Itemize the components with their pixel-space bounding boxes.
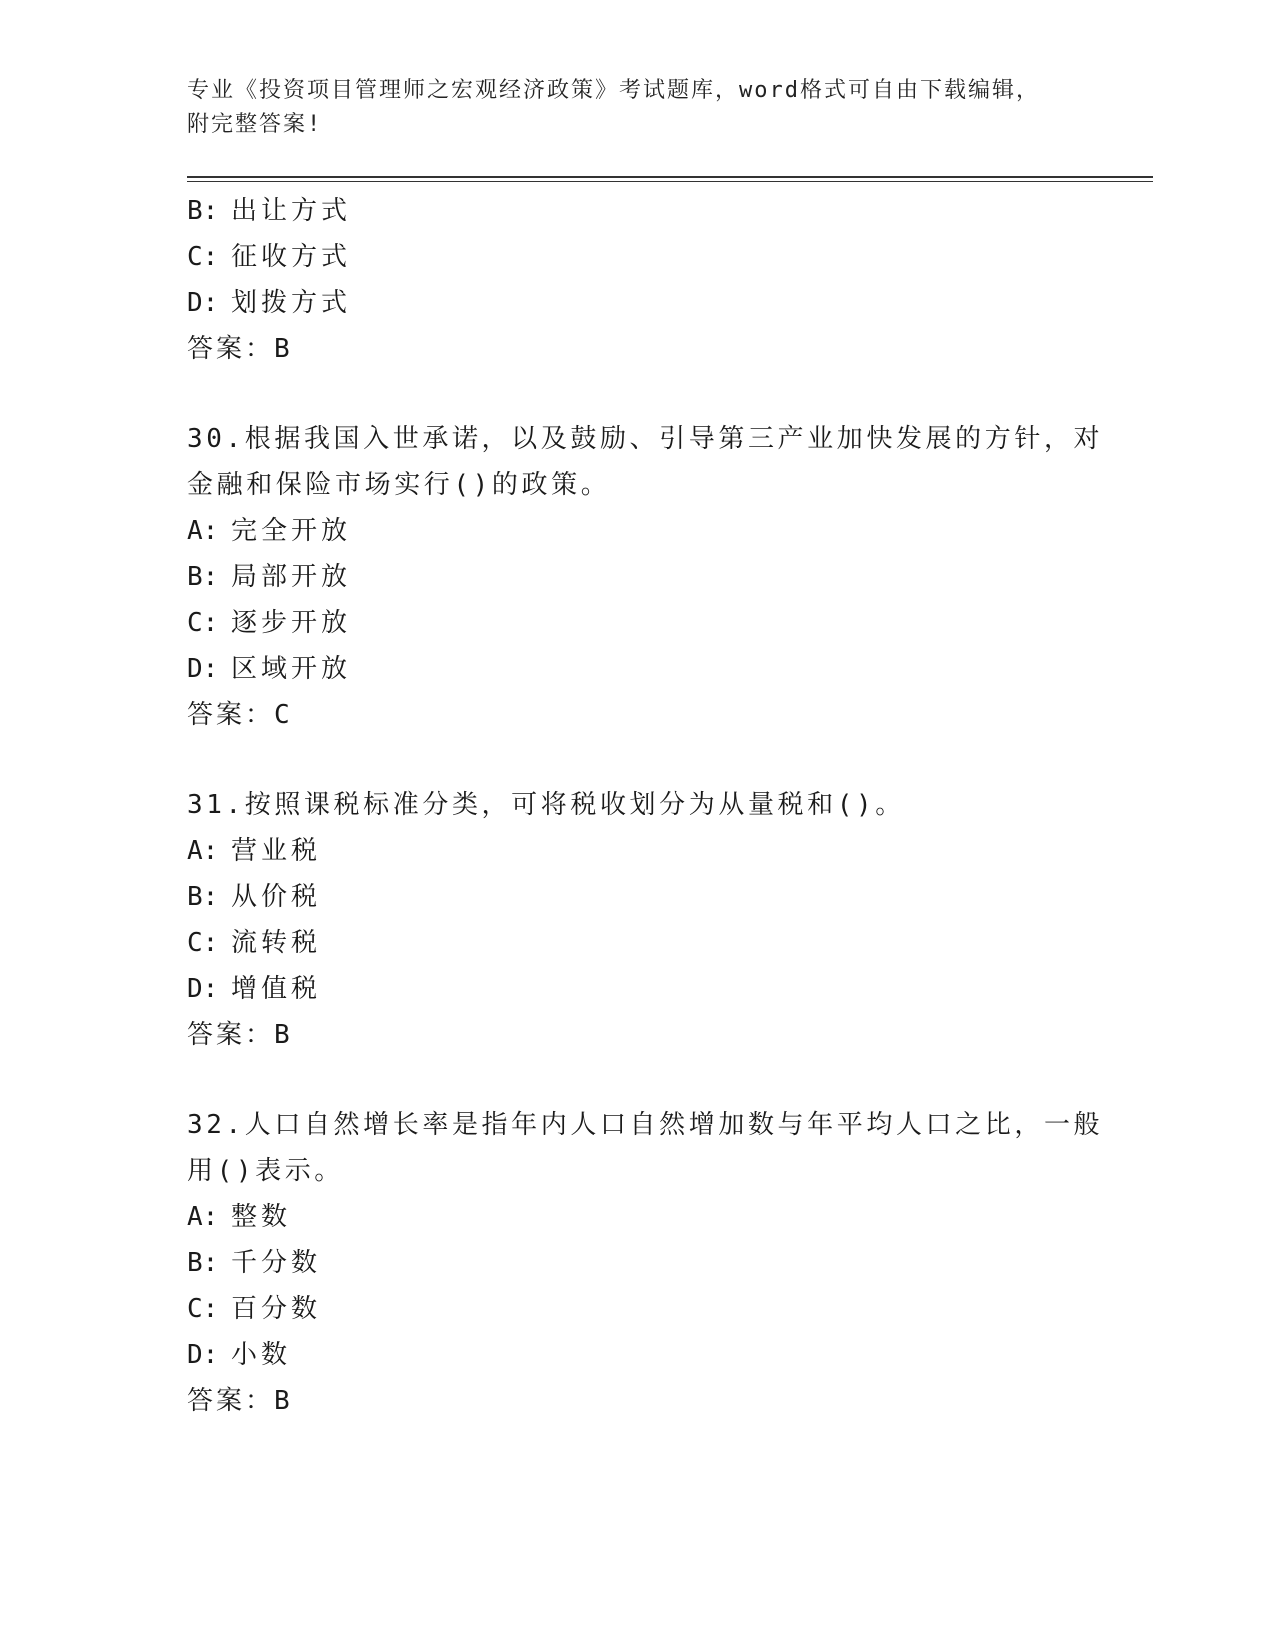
header-divider-thin (187, 181, 1153, 182)
question-stem: 31.按照课税标准分类，可将税收划分为从量税和()。 (187, 790, 905, 820)
answer-line: 答案：B (187, 334, 293, 364)
option-key: C: (187, 1294, 219, 1324)
option-key: C: (187, 242, 219, 272)
question-stem: 用()表示。 (187, 1156, 344, 1186)
option-a (187, 1194, 1087, 1240)
option-key: B: (187, 562, 219, 592)
option-text: 营业税 (231, 836, 322, 866)
answer-line: 答案：B (187, 1020, 293, 1050)
option-key: B: (187, 882, 219, 912)
option-key: B: (187, 1248, 219, 1278)
option-text: 整数 (231, 1202, 292, 1232)
option-key: D: (187, 288, 219, 318)
question-30 (187, 416, 1104, 738)
option-text: 百分数 (231, 1294, 322, 1324)
option-b (187, 874, 1087, 920)
question-list (187, 188, 1104, 1424)
option-c (187, 600, 1087, 646)
header-line-2: 附完整答案! (187, 112, 323, 137)
header-divider-thick (187, 176, 1153, 178)
question-stem: 32.人口自然增长率是指年内人口自然增加数与年平均人口之比，一般 (187, 1110, 1104, 1140)
option-key: A: (187, 836, 219, 866)
option-key: C: (187, 928, 219, 958)
document-header (187, 74, 1087, 142)
option-b (187, 1240, 1087, 1286)
option-key: A: (187, 1202, 219, 1232)
option-key: D: (187, 974, 219, 1004)
option-b (187, 188, 1087, 234)
header-line-1: 专业《投资项目管理师之宏观经济政策》考试题库，word格式可自由下载编辑， (187, 78, 1040, 103)
option-key: B: (187, 196, 219, 226)
question-32 (187, 1102, 1104, 1424)
option-text: 出让方式 (231, 196, 352, 226)
answer-line: 答案：C (187, 700, 293, 730)
option-key: D: (187, 654, 219, 684)
option-a (187, 508, 1087, 554)
option-d (187, 280, 1087, 326)
option-text: 流转税 (231, 928, 322, 958)
option-text: 征收方式 (231, 242, 352, 272)
option-text: 从价税 (231, 882, 322, 912)
option-key: D: (187, 1340, 219, 1370)
option-text: 逐步开放 (231, 608, 352, 638)
option-text: 划拨方式 (231, 288, 352, 318)
answer-line: 答案：B (187, 1386, 293, 1416)
question-29-continued (187, 188, 1087, 372)
option-text: 千分数 (231, 1248, 322, 1278)
option-text: 增值税 (231, 974, 322, 1004)
option-text: 小数 (231, 1340, 292, 1370)
option-a (187, 828, 1087, 874)
question-stem: 30.根据我国入世承诺，以及鼓励、引导第三产业加快发展的方针，对 (187, 424, 1104, 454)
option-d (187, 646, 1087, 692)
option-b (187, 554, 1087, 600)
option-d (187, 1332, 1087, 1378)
option-c (187, 920, 1087, 966)
option-text: 区域开放 (231, 654, 352, 684)
option-d (187, 966, 1087, 1012)
question-31 (187, 782, 1087, 1058)
option-c (187, 1286, 1087, 1332)
option-text: 局部开放 (231, 562, 352, 592)
question-stem: 金融和保险市场实行()的政策。 (187, 470, 611, 500)
option-key: A: (187, 516, 219, 546)
option-key: C: (187, 608, 219, 638)
option-c (187, 234, 1087, 280)
option-text: 完全开放 (231, 516, 352, 546)
